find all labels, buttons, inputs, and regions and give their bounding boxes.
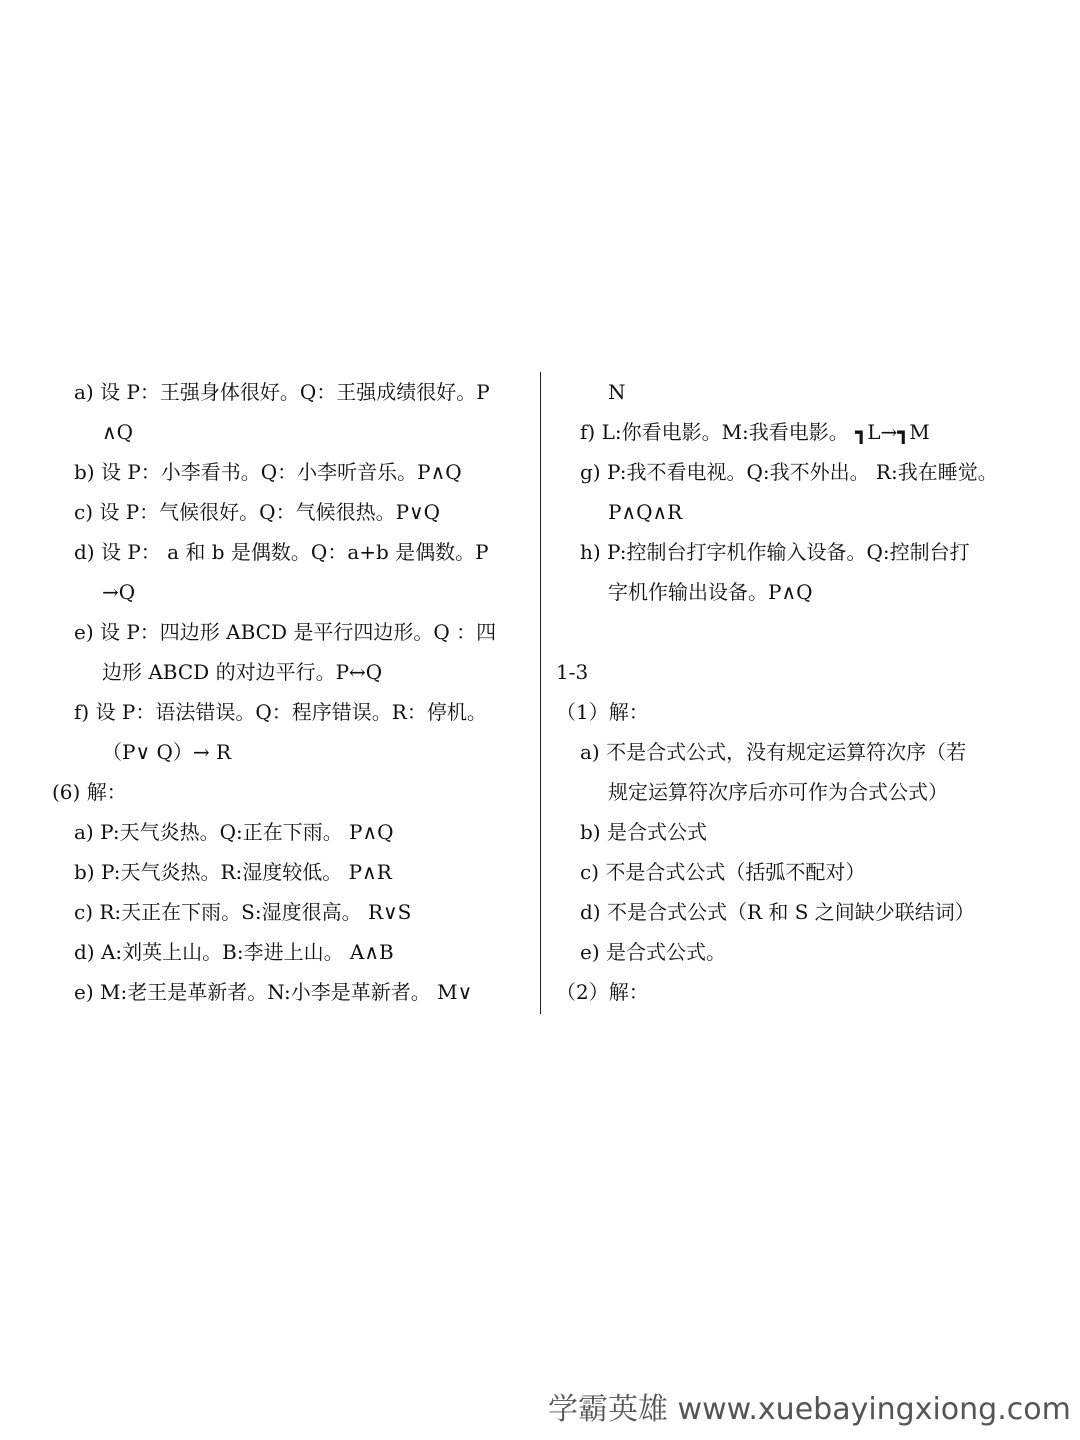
section-6-answer-g-line-2: P∧Q∧R bbox=[608, 500, 683, 524]
section-6-heading: (6) 解： bbox=[52, 780, 127, 804]
section-6-answer-b: b) P:天气炎热。R:湿度较低。 P∧R bbox=[74, 860, 392, 884]
column-divider bbox=[540, 372, 541, 1014]
section-1-3-heading: 1-3 bbox=[556, 660, 589, 684]
site-watermark: 学霸英雄 www.xuebayingxiong.com bbox=[548, 1392, 1071, 1427]
section-6-answer-c: c) R:天正在下雨。S:湿度很高。 R∨S bbox=[74, 900, 412, 924]
answer-e-line-2: 边形 ABCD 的对边平行。P↔Q bbox=[102, 660, 383, 684]
answer-d-line-2: →Q bbox=[102, 580, 136, 604]
section-6-answer-h-line-2: 字机作输出设备。P∧Q bbox=[608, 580, 813, 604]
answer-f-line-1: f) 设 P：语法错误。Q：程序错误。R：停机。 bbox=[74, 700, 487, 724]
answer-d-line-1: d) 设 P： a 和 b 是偶数。Q：a+b 是偶数。P bbox=[74, 540, 489, 564]
section-6-answer-g-line-1: g) P:我不看电视。Q:我不外出。 R:我在睡觉。 bbox=[580, 460, 998, 484]
blank-line bbox=[556, 612, 1056, 652]
part-1-answer-a-line-1: a) 不是合式公式，没有规定运算符次序（若 bbox=[580, 740, 967, 764]
answer-f-line-2: （P∨ Q）→ R bbox=[102, 740, 232, 764]
answer-a-line-2: ∧Q bbox=[102, 420, 134, 444]
part-1-answer-b: b) 是合式公式 bbox=[580, 820, 707, 844]
answer-c-line: c) 设 P：气候很好。Q：气候很热。P∨Q bbox=[74, 500, 441, 524]
answer-e-continuation: N bbox=[608, 380, 626, 404]
left-column bbox=[52, 372, 530, 1012]
section-6-answer-f: f) L:你看电影。M:我看电影。 ┓L→┓M bbox=[580, 420, 930, 444]
section-6-answer-a: a) P:天气炎热。Q:正在下雨。 P∧Q bbox=[74, 820, 394, 844]
part-1-answer-d: d) 不是合式公式（R 和 S 之间缺少联结词） bbox=[580, 900, 975, 924]
part-1-answer-c: c) 不是合式公式（括弧不配对） bbox=[580, 860, 866, 884]
part-2-heading: （2）解： bbox=[556, 980, 649, 1004]
part-1-answer-a-line-2: 规定运算符次序后亦可作为合式公式） bbox=[608, 780, 948, 804]
right-column bbox=[556, 372, 1056, 1012]
answer-a-line-1: a) 设 P：王强身体很好。Q：王强成绩很好。P bbox=[74, 380, 490, 404]
part-1-answer-e: e) 是合式公式。 bbox=[580, 940, 726, 964]
section-6-answer-d: d) A:刘英上山。B:李进上山。 A∧B bbox=[74, 940, 394, 964]
answer-e-line-1: e) 设 P：四边形 ABCD 是平行四边形。Q ：四 bbox=[74, 620, 497, 644]
part-1-heading: （1）解： bbox=[556, 700, 649, 724]
section-6-answer-h-line-1: h) P:控制台打字机作输入设备。Q:控制台打 bbox=[580, 540, 970, 564]
answer-b-line: b) 设 P：小李看书。Q：小李听音乐。P∧Q bbox=[74, 460, 462, 484]
section-6-answer-e: e) M:老王是革新者。N:小李是革新者。 M∨ bbox=[74, 980, 473, 1004]
